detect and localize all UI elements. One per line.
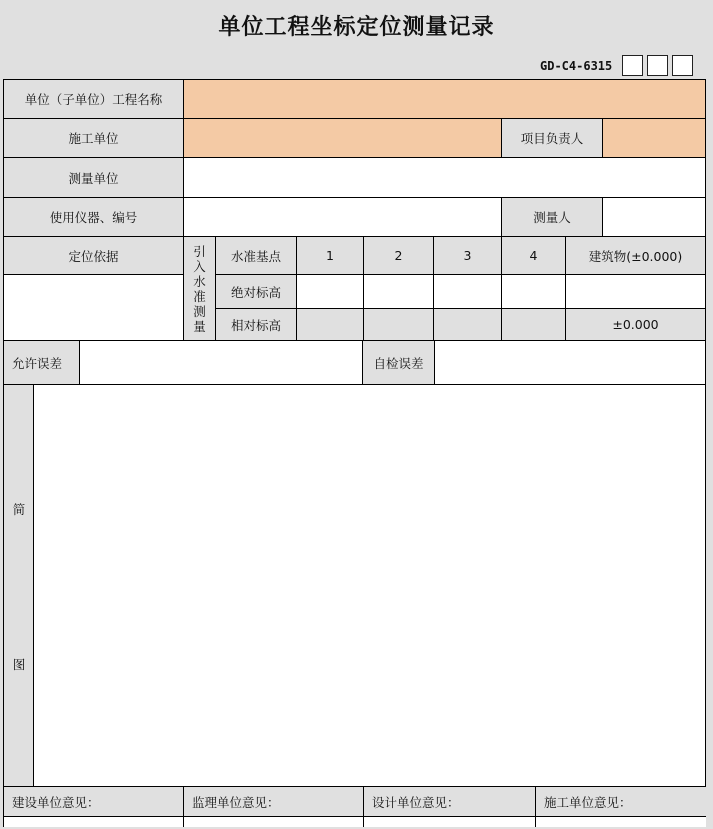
contractor-opinion-label: 施工单位意见： (536, 787, 706, 816)
code-box-1[interactable] (622, 55, 643, 76)
relative-point-4[interactable] (502, 309, 566, 341)
relative-point-3[interactable] (434, 309, 502, 341)
supervisor-opinion-label: 监理单位意见： (184, 787, 364, 816)
code-box-2[interactable] (647, 55, 668, 76)
code-box-3[interactable] (672, 55, 693, 76)
point-4-header: 4 (502, 237, 566, 275)
sketch-label-column (4, 385, 34, 787)
absolute-building[interactable] (566, 275, 706, 309)
allowed-error-label: 允许误差 (4, 341, 80, 385)
building-header: 建筑物(±0.000) (566, 237, 706, 275)
instrument-label: 使用仪器、编号 (4, 198, 184, 237)
absolute-elevation-label: 绝对标高 (216, 275, 297, 309)
self-check-error-field[interactable] (435, 341, 706, 385)
level-survey-char-3: 水 (193, 273, 206, 289)
surveyor-label: 测量人 (502, 198, 603, 237)
level-survey-char-6: 量 (193, 318, 206, 334)
relative-point-2[interactable] (364, 309, 434, 341)
supervisor-opinion-field[interactable] (184, 817, 364, 827)
instrument-field[interactable] (184, 198, 502, 237)
positioning-basis-field[interactable] (4, 275, 184, 341)
owner-opinion-field[interactable] (4, 817, 184, 827)
relative-point-1[interactable] (297, 309, 364, 341)
form-code: GD-C4-6315 (540, 59, 613, 73)
designer-opinion-label: 设计单位意见： (364, 787, 536, 816)
relative-elevation-label: 相对标高 (216, 309, 297, 341)
construction-unit-field[interactable] (184, 119, 502, 158)
contractor-opinion-field[interactable] (536, 817, 706, 827)
point-3-header: 3 (434, 237, 502, 275)
level-survey-char-5: 测 (193, 303, 206, 319)
relative-building-value: ±0.000 (566, 309, 706, 341)
project-name-field[interactable] (184, 80, 706, 119)
construction-unit-label: 施工单位 (4, 119, 184, 158)
point-2-header: 2 (364, 237, 434, 275)
level-survey-char-1: 引 (193, 243, 206, 259)
survey-unit-field[interactable] (184, 158, 706, 198)
level-survey-char-4: 准 (193, 288, 206, 304)
sketch-label-bottom: 图 (12, 657, 26, 672)
absolute-point-3[interactable] (434, 275, 502, 309)
project-name-label: 单位（子单位）工程名称 (4, 80, 184, 119)
record-form (3, 79, 706, 827)
self-check-error-label: 自检误差 (363, 341, 435, 385)
level-survey-group-label (184, 237, 216, 341)
sketch-area[interactable] (34, 385, 706, 787)
absolute-point-4[interactable] (502, 275, 566, 309)
level-survey-char-2: 入 (193, 258, 206, 274)
page-title: 单位工程坐标定位测量记录 (218, 15, 495, 40)
point-1-header: 1 (297, 237, 364, 275)
project-manager-label: 项目负责人 (502, 119, 603, 158)
designer-opinion-field[interactable] (364, 817, 536, 827)
allowed-error-field[interactable] (80, 341, 363, 385)
positioning-basis-label: 定位依据 (4, 237, 184, 275)
benchmark-label: 水准基点 (216, 237, 297, 275)
absolute-point-2[interactable] (364, 275, 434, 309)
project-manager-field[interactable] (603, 119, 706, 158)
owner-opinion-label: 建设单位意见： (4, 787, 184, 816)
sketch-label-top: 简 (12, 502, 26, 517)
absolute-point-1[interactable] (297, 275, 364, 309)
surveyor-field[interactable] (603, 198, 706, 237)
survey-unit-label: 测量单位 (4, 158, 184, 198)
